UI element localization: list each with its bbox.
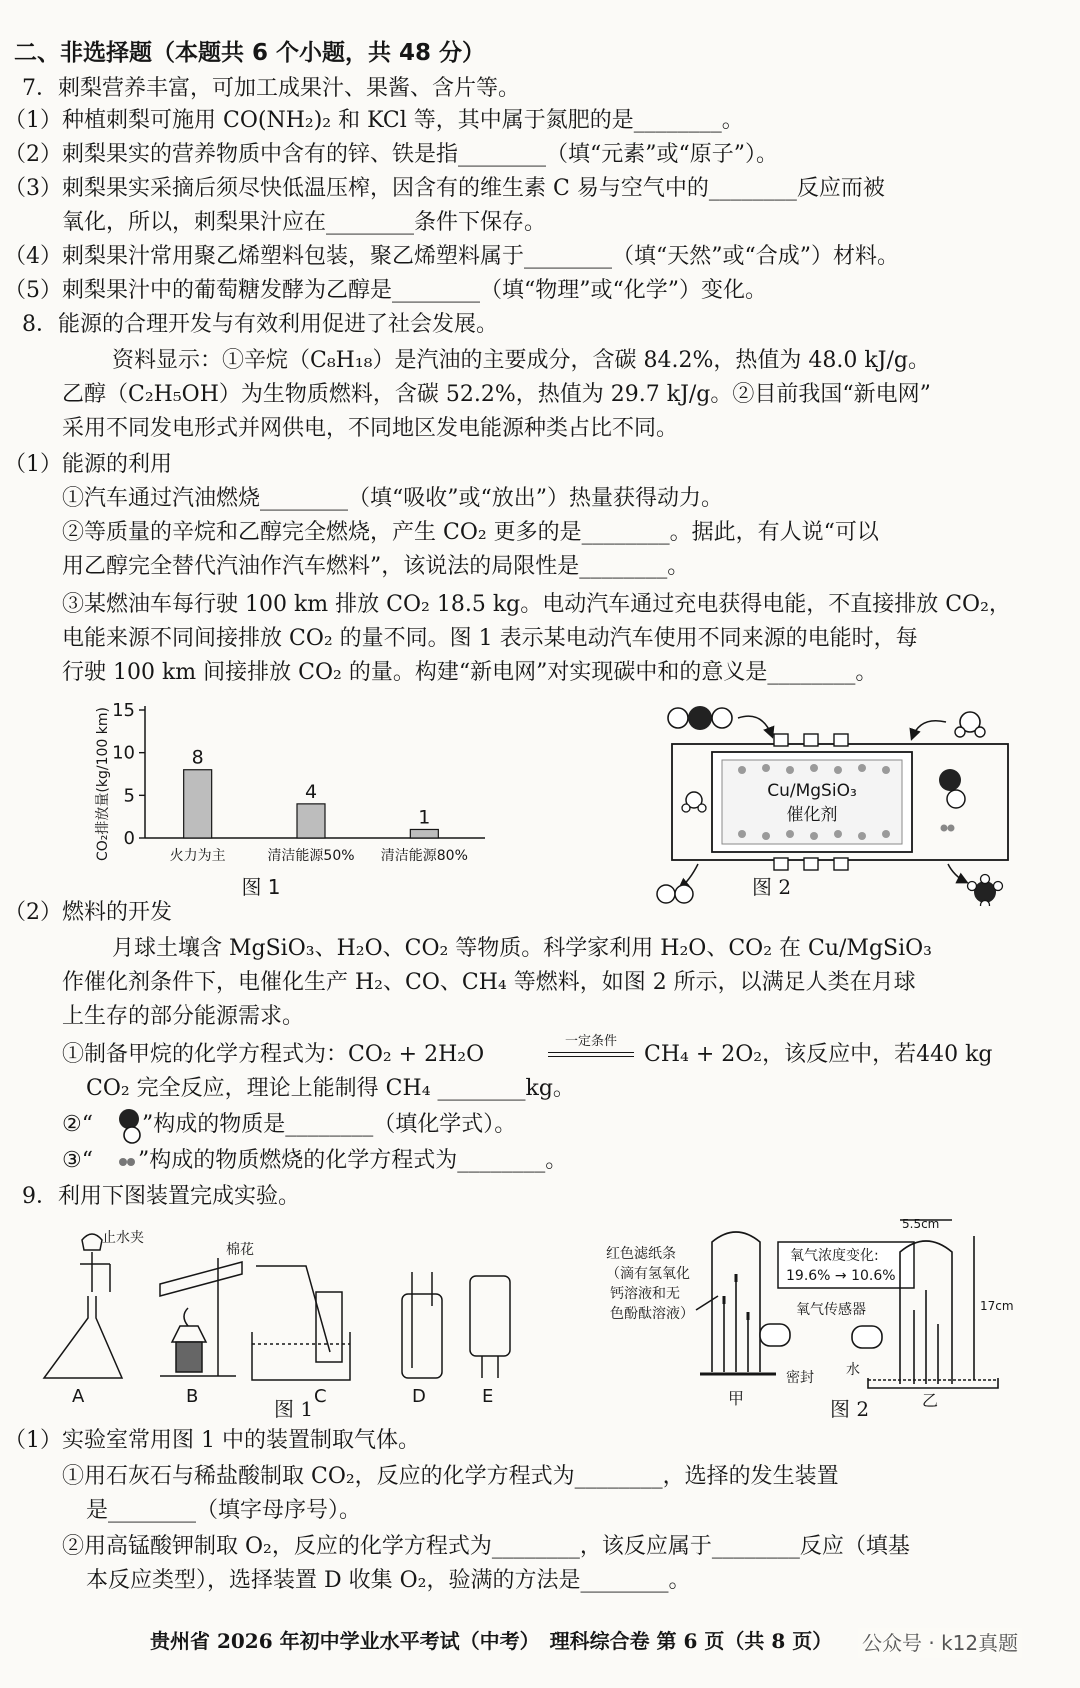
page-footer: 贵州省 2026 年初中学业水平考试（中考） 理科综合卷 第 6 页（共 8 页） [150,1629,833,1653]
q8-2-material-2: 作催化剂条件下，电催化生产 H₂、CO、CH₄ 等燃料，如图 2 所示，以满足人类在月球 [62,970,916,995]
electrocatalysis-diagram [650,696,1030,906]
y-tick-label: 15 [112,700,135,721]
q8-material-1: 资料显示：①辛烷（C₈H₁₈）是汽油的主要成分，含碳 84.2%，热值为 48.0 kJ/g。 [112,348,930,373]
q8-1-item-3-cont2: 行驶 100 km 间接排放 CO₂ 的量。构建“新电网”对实现碳中和的意义是________。 [62,660,878,685]
apparatus-b-heating [160,1258,242,1376]
q8-2-item-1-cont: CO₂ 完全反应，理论上能制得 CH₄ ________kg。 [86,1076,575,1101]
inflow-arrow-icon [738,716,772,736]
q8-2-item-2-rest: ”构成的物质是________（填化学式）。 [142,1112,517,1137]
q8-2-item-1-right: CH₄ + 2O₂，该反应中，若440 kg [644,1042,993,1067]
o2-molecule-icon [657,885,693,903]
question-9-stem: 9．利用下图装置完成实验。 [22,1184,300,1209]
apparatus-label-c: C [314,1386,327,1407]
figure-2-caption: 图 2 [752,875,792,899]
category-label: 清洁能源80% [380,848,468,864]
apparatus-label-d: D [412,1386,426,1407]
y-tick-label: 5 [123,785,135,807]
q9-1-item-1: ①用石灰石与稀盐酸制取 CO₂，反应的化学方程式为________，选择的发生装置 [62,1464,839,1489]
h2-molecule-icon [941,825,955,832]
q8-part-2-title: （2）燃料的开发 [4,900,172,925]
apparatus-caption: 图 1 [274,1397,314,1421]
ch4-molecule-icon [968,875,1003,907]
electrode-tab [774,734,788,746]
y-axis-title: CO₂排放量(kg/100 km) [95,707,111,861]
question-7-stem: 7．刺梨营养丰富，可加工成果汁、果酱、含片等。 [22,76,520,101]
q8-1-item-2-cont: 用乙醇完全替代汽油作汽车燃料”，该说法的局限性是________。 [62,554,690,579]
q7-part-1: （1）种植刺梨可施用 CO(NH₂)₂ 和 KCl 等，其中属于氮肥的是________。 [4,108,744,133]
q8-2-item-3-rest: ”构成的物质燃烧的化学方程式为________。 [138,1148,568,1173]
apparatus-label-e: E [482,1386,494,1407]
height-label: 17cm [980,1299,1014,1313]
q8-part-1-title: （1）能源的利用 [4,452,172,477]
equals-sign [548,1052,634,1057]
condition-label: 一定条件 [564,1034,617,1049]
q8-1-item-3: ③某燃油车每行驶 100 km 排放 CO₂ 18.5 kg。电动汽车通过充电获得电能，不直接排放 CO₂， [62,592,1011,617]
width-label: 5.5cm [902,1217,940,1231]
apparatus-d-bottle [402,1272,442,1378]
paper-label-line: 色酚酞溶液） [610,1306,694,1322]
electrode-tab [834,858,848,870]
section-title: 二、非选择题（本题共 6 个小题，共 48 分） [14,40,486,66]
electrode-tab [804,734,818,746]
bar [410,829,438,838]
catalyst-plate-inner [722,760,902,844]
watermark: 公众号 · k12真题 [858,1628,1022,1658]
lab-apparatus-diagram [30,1222,550,1412]
label-yi: 乙 [922,1391,939,1408]
water-label: 水 [846,1362,860,1378]
sensor-label: 氧气传感器 [796,1302,866,1318]
q8-material-3: 采用不同发电形式并网供电，不同地区发电能源种类占比不同。 [62,416,679,441]
q8-2-item-3-open: ③“ [62,1148,93,1173]
q9-1-item-1-cont: 是________（填字母序号）。 [86,1498,362,1523]
tube-jia [696,1232,790,1374]
q7-part-3-cont: 氧化，所以，刺梨果汁应在________条件下保存。 [62,210,547,235]
water-molecule-icon [682,792,706,812]
q8-2-material-3: 上生存的部分能源需求。 [62,1004,305,1029]
question-8-stem: 8．能源的合理开发与有效利用促进了社会发展。 [22,312,498,337]
catalyst-label-2: 催化剂 [786,805,838,825]
q7-part-4: （4）刺梨果汁常用聚乙烯塑料包装，聚乙烯塑料属于________（填“天然”或“合成”）材料。 [4,244,899,269]
apparatus-label-b: B [186,1386,199,1407]
q8-2-item-2-open: ②“ [62,1112,93,1137]
paper-label-line: 红色滤纸条 [606,1246,676,1262]
oxygen-change-title: 氧气浓度变化: [790,1248,879,1264]
electrode-tab [774,858,788,870]
y-tick-label: 10 [112,742,135,764]
water-molecule-icon [955,712,985,737]
oxygen-change-value: 19.6% → 10.6% [786,1268,896,1284]
co-molecule-icon [116,1108,142,1144]
q7-part-3: （3）刺梨果实采摘后须尽快低温压榨，因含有的维生素 C 易与空气中的________反应而被 [4,176,885,201]
h2-molecule-icon [117,1156,137,1168]
q9-1-item-2: ②用高锰酸钾制取 O₂，反应的化学方程式为________，该反应属于________反应（填基 [62,1534,910,1559]
q8-2-material-1: 月球土壤含 MgSiO₃、H₂O、CO₂ 等物质。科学家利用 H₂O、CO₂ 在 Cu/MgSiO₃ [112,936,932,961]
paper-label-line: 钙溶液和无 [610,1286,680,1302]
apparatus-e-bottle [470,1276,510,1378]
q9-1-item-2-cont: 本反应类型），选择装置 D 收集 O₂，验满的方法是________。 [86,1568,691,1593]
q8-material-2: 乙醇（C₂H₅OH）为生物质燃料，含碳 52.2%，热值为 29.7 kJ/g。②目前我国“新电网” [62,382,931,407]
seal-label: 密封 [786,1370,814,1386]
y-tick-label: 0 [123,828,135,849]
stopcock-label: 止水夹 [102,1230,144,1246]
reaction-condition [548,1034,634,1057]
q8-1-item-3-cont: 电能来源不同间接排放 CO₂ 的量不同。图 1 表示某电动汽车使用不同来源的电能时，每 [62,626,918,651]
electrode-tab [834,734,848,746]
cotton-label: 棉花 [226,1242,254,1258]
paper-label-line: （滴有氢氧化 [606,1266,690,1282]
q7-part-5: （5）刺梨果汁中的葡萄糖发酵为乙醇是________（填“物理”或“化学”）变化。 [4,278,767,303]
bar-value-label: 8 [191,746,204,769]
inflow-arrow-icon [912,721,946,738]
co-molecule-icon [939,769,965,808]
q7-part-2: （2）刺梨果实的营养物质中含有的锌、铁是指________（填“元素”或“原子”）。 [4,142,778,167]
bar [297,804,325,838]
bar-value-label: 1 [418,806,431,829]
apparatus-a-flask [44,1234,122,1378]
q8-2-item-1: ①制备甲烷的化学方程式为：CO₂ + 2H₂O [62,1042,485,1067]
bar-value-label: 4 [304,780,318,803]
co2-molecule-icon [668,706,732,730]
q8-1-item-1: ①汽车通过汽油燃烧________（填“吸收”或“放出”）热量获得动力。 [62,486,723,511]
experiment-caption: 图 2 [830,1397,870,1421]
q8-1-item-2: ②等质量的辛烷和乙醇完全燃烧，产生 CO₂ 更多的是________。据此，有人说“可以 [62,520,879,545]
y-axis-title-group [94,707,111,861]
label-jia: 甲 [728,1389,745,1408]
oxygen-experiment-diagram [600,1212,1040,1408]
apparatus-c-trough [252,1266,350,1380]
apparatus-label-a: A [72,1386,85,1407]
category-label: 清洁能源50% [267,848,355,864]
bar [184,770,212,838]
figure-1-caption: 图 1 [241,875,281,899]
q9-part-1-title: （1）实验室常用图 1 中的装置制取气体。 [4,1428,420,1453]
category-label: 火力为主 [169,848,226,864]
outflow-arrow-icon [948,864,966,882]
co2-emission-bar-chart [85,694,510,919]
catalyst-label: Cu/MgSiO₃ [767,781,857,801]
electrode-tab [804,858,818,870]
